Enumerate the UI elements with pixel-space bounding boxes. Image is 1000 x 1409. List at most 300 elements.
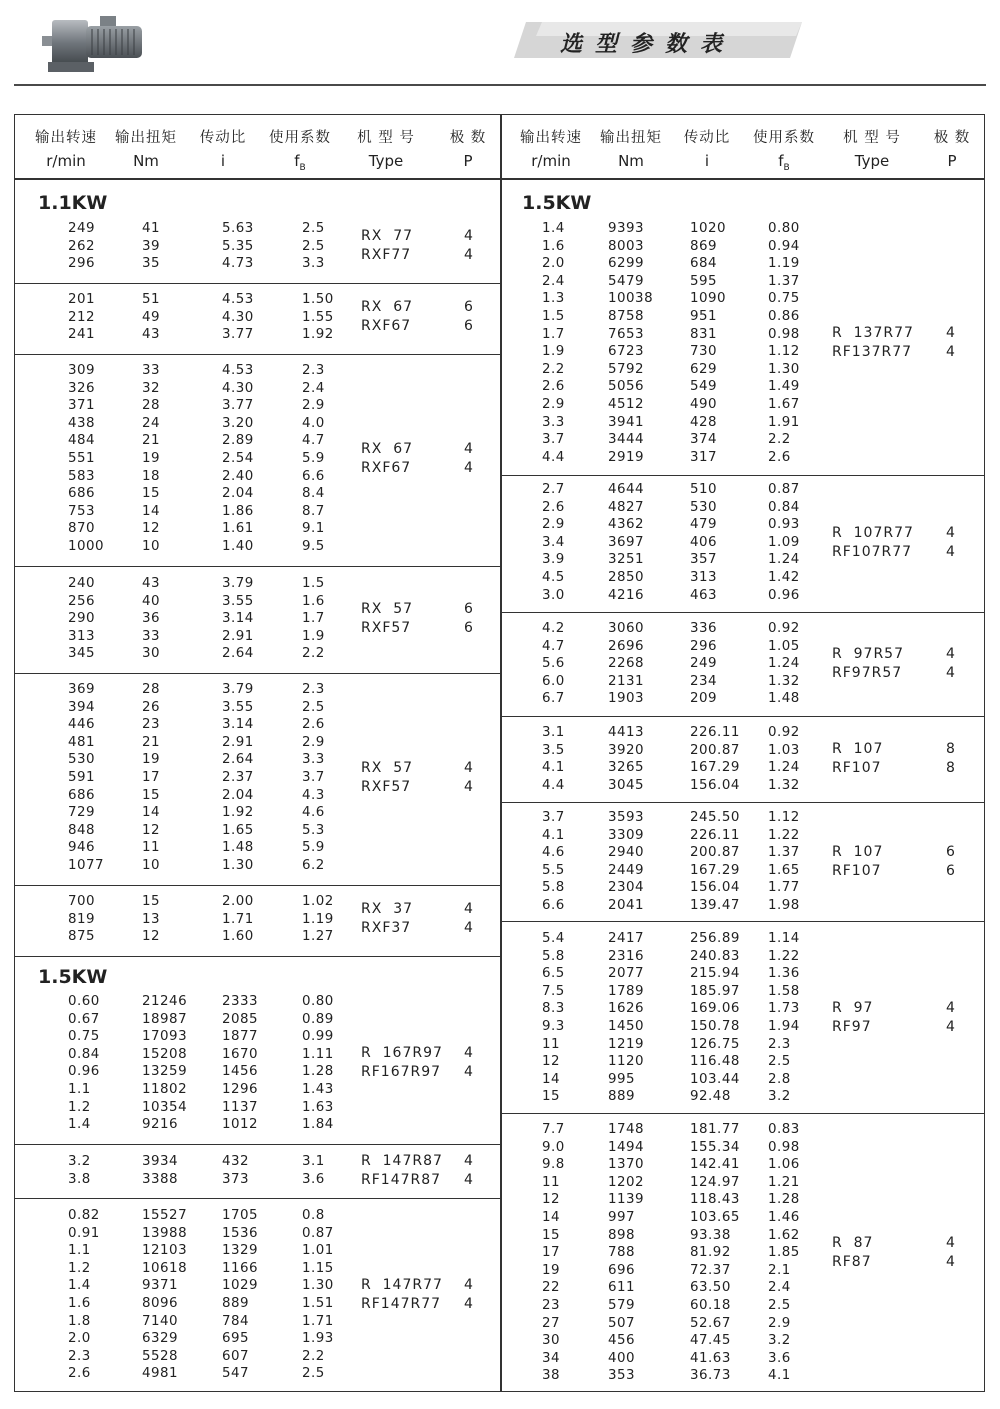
torque-cell: 41 (142, 221, 161, 236)
ratio-cell: 490 (690, 397, 718, 412)
factor-cell: 1.84 (302, 1117, 334, 1133)
ratio-cell: 1705 (222, 1208, 259, 1223)
table-row (14, 221, 500, 239)
table-row (502, 309, 985, 327)
table-row (502, 256, 985, 274)
model-type-label: RF137R77 (832, 344, 913, 361)
ratio-cell: 92.48 (690, 1089, 731, 1105)
factor-cell: 1.5 (302, 576, 325, 591)
speed-cell: 1.4 (68, 1117, 91, 1133)
factor-cell: 3.2 (768, 1089, 791, 1105)
factor-cell: 1.24 (768, 760, 800, 776)
torque-cell: 5056 (608, 379, 645, 395)
table-row (14, 1349, 500, 1367)
torque-cell: 12 (142, 521, 161, 537)
header-torque-unit: Nm (618, 152, 644, 170)
poles-value: 4 (464, 1045, 473, 1062)
torque-cell: 1370 (608, 1157, 645, 1173)
speed-cell: 12 (542, 1192, 561, 1208)
ratio-cell: 784 (222, 1313, 250, 1329)
factor-cell: 5.3 (302, 822, 325, 838)
speed-cell: 313 (68, 628, 96, 644)
model-type-label: RXF67 (361, 459, 412, 476)
factor-cell: 1.03 (768, 742, 800, 758)
speed-cell: 848 (68, 822, 96, 838)
factor-cell: 0.80 (302, 994, 334, 1009)
speed-cell: 2.6 (542, 499, 565, 515)
model-type-label: RF87 (832, 1254, 872, 1270)
table-row (14, 594, 500, 612)
factor-cell: 2.3 (768, 1036, 791, 1052)
speed-cell: 9.8 (542, 1157, 565, 1173)
torque-cell: 11 (142, 840, 161, 856)
model-type-label: RXF57 (361, 620, 412, 636)
table-row (502, 379, 985, 397)
poles-value: 4 (464, 1277, 473, 1293)
factor-cell: 4.6 (302, 805, 325, 821)
factor-cell: 1.9 (302, 628, 325, 644)
table-row (502, 1228, 985, 1246)
table-row (502, 1333, 985, 1351)
speed-cell: 2.9 (542, 397, 565, 412)
header-factor-zh: 使用系数 (753, 130, 815, 146)
torque-cell: 28 (142, 398, 161, 414)
speed-cell: 3.1 (542, 725, 565, 740)
model-group (14, 567, 500, 674)
factor-cell: 2.6 (302, 717, 325, 733)
torque-cell: 1219 (608, 1036, 645, 1052)
factor-cell: 4.7 (302, 433, 325, 449)
table-row (502, 1263, 985, 1281)
ratio-cell: 3.77 (222, 398, 254, 414)
factor-cell: 1.50 (302, 292, 334, 307)
speed-cell: 530 (68, 752, 96, 768)
table-row (14, 1100, 500, 1118)
header-ratio-zh: 传动比 (199, 130, 247, 146)
table-row (14, 398, 500, 416)
torque-cell: 2316 (608, 948, 645, 964)
torque-cell: 15 (142, 486, 161, 502)
speed-cell: 2.9 (542, 517, 565, 533)
factor-cell: 1.51 (302, 1296, 334, 1311)
torque-cell: 1494 (608, 1139, 645, 1155)
factor-cell: 1.01 (302, 1243, 334, 1259)
factor-cell: 1.14 (768, 931, 800, 946)
header-ratio-unit: i (704, 152, 710, 170)
ratio-cell: 1877 (222, 1029, 259, 1045)
header-type-zh: 机 型 号 (843, 130, 901, 146)
model-group (14, 957, 500, 1145)
model-type-label: R 107R77 (832, 524, 914, 541)
ratio-cell: 2.89 (222, 433, 254, 449)
factor-cell: 1.6 (302, 593, 325, 609)
table-row (502, 880, 985, 898)
factor-cell: 0.94 (768, 238, 800, 254)
speed-cell: 369 (68, 682, 96, 697)
model-type-label: RX 67 (361, 440, 414, 457)
factor-cell: 4.3 (302, 787, 325, 803)
speed-cell: 0.84 (68, 1046, 100, 1062)
factor-cell: 3.2 (768, 1333, 791, 1349)
ratio-cell: 200.87 (690, 845, 740, 861)
factor-cell: 2.9 (302, 398, 325, 414)
torque-cell: 43 (142, 327, 161, 343)
ratio-cell: 406 (690, 534, 718, 550)
torque-cell: 2940 (608, 845, 645, 861)
poles-value: 4 (946, 543, 955, 560)
poles-value: 4 (464, 1064, 473, 1081)
power-heading: 1.1KW (38, 192, 108, 214)
factor-cell: 1.30 (302, 1278, 334, 1294)
speed-cell: 1.1 (68, 1243, 91, 1259)
torque-cell: 5528 (142, 1348, 179, 1364)
table-row (502, 810, 985, 828)
model-type-label: R 97R57 (832, 646, 904, 662)
torque-cell: 14 (142, 503, 161, 519)
factor-cell: 1.85 (768, 1245, 800, 1261)
factor-cell: 1.12 (768, 810, 800, 825)
table-row (502, 1192, 985, 1210)
ratio-cell: 4.73 (222, 256, 254, 272)
table-row (502, 949, 985, 967)
torque-cell: 13259 (142, 1064, 188, 1080)
factor-cell: 1.15 (302, 1260, 334, 1276)
ratio-cell: 139.47 (690, 898, 740, 913)
ratio-cell: 2085 (222, 1011, 259, 1027)
table-row (502, 1072, 985, 1090)
header-factor-zh: 使用系数 (269, 130, 331, 146)
speed-cell: 1.7 (542, 326, 565, 342)
ratio-cell: 142.41 (690, 1157, 740, 1173)
factor-cell: 1.46 (768, 1210, 800, 1225)
speed-cell: 3.4 (542, 534, 565, 550)
header-factor-unit: $f_B$ (778, 152, 790, 173)
speed-cell: 7.5 (542, 983, 565, 999)
torque-cell: 2041 (608, 898, 645, 913)
model-type-label: R 97 (832, 1000, 874, 1016)
torque-cell: 898 (608, 1227, 636, 1243)
ratio-cell: 2.40 (222, 468, 254, 484)
torque-cell: 11802 (142, 1082, 188, 1097)
table-row (502, 482, 985, 500)
factor-cell: 1.05 (768, 638, 800, 654)
factor-cell: 0.87 (768, 482, 800, 497)
factor-cell: 1.11 (302, 1046, 334, 1062)
speed-cell: 1.1 (68, 1082, 91, 1097)
ratio-cell: 226.11 (690, 827, 740, 843)
torque-cell: 3265 (608, 760, 645, 776)
speed-cell: 946 (68, 840, 96, 856)
ratio-cell: 215.94 (690, 966, 740, 982)
left-table-header (14, 114, 500, 180)
table-row (502, 760, 985, 778)
torque-cell: 400 (608, 1350, 636, 1366)
speed-cell: 3.3 (542, 414, 565, 430)
ratio-cell: 3.20 (222, 415, 254, 431)
factor-cell: 1.37 (768, 273, 800, 289)
speed-cell: 30 (542, 1333, 561, 1349)
ratio-cell: 3.55 (222, 699, 254, 715)
speed-cell: 6.5 (542, 966, 565, 982)
speed-cell: 3.7 (542, 810, 565, 825)
table-row (502, 656, 985, 674)
factor-cell: 0.98 (768, 1139, 800, 1155)
table-row (502, 984, 985, 1002)
speed-cell: 481 (68, 734, 96, 750)
ratio-cell: 63.50 (690, 1280, 731, 1296)
factor-cell: 1.62 (768, 1227, 800, 1243)
factor-cell: 2.9 (768, 1315, 791, 1331)
ratio-cell: 240.83 (690, 948, 740, 964)
speed-cell: 4.4 (542, 777, 565, 793)
speed-cell: 8.3 (542, 1001, 565, 1017)
ratio-cell: 629 (690, 361, 718, 377)
torque-cell: 36 (142, 611, 161, 627)
poles-value: 6 (946, 843, 955, 860)
header-torque-zh: 输出扭矩 (115, 130, 177, 146)
table-row (14, 1029, 500, 1047)
table-row (502, 1037, 985, 1055)
table-row (502, 588, 985, 606)
torque-cell: 33 (142, 628, 161, 644)
ratio-cell: 4.30 (222, 309, 254, 325)
ratio-cell: 1.30 (222, 858, 254, 873)
table-row (14, 433, 500, 451)
ratio-cell: 2.04 (222, 787, 254, 803)
table-row (14, 858, 500, 876)
ratio-cell: 60.18 (690, 1298, 731, 1313)
poles-value: 6 (464, 299, 473, 316)
torque-cell: 7140 (142, 1313, 179, 1329)
table-row (14, 1243, 500, 1261)
torque-cell: 995 (608, 1071, 636, 1087)
torque-cell: 456 (608, 1333, 636, 1349)
factor-cell: 2.1 (768, 1262, 791, 1278)
torque-cell: 8096 (142, 1296, 179, 1311)
factor-cell: 0.92 (768, 725, 800, 740)
factor-cell: 1.71 (302, 1313, 334, 1329)
table-row (14, 239, 500, 257)
table-row (502, 1054, 985, 1072)
table-row (14, 912, 500, 930)
torque-cell: 3309 (608, 827, 645, 843)
torque-cell: 2417 (608, 931, 645, 946)
ratio-cell: 3.77 (222, 327, 254, 343)
speed-cell: 2.6 (542, 379, 565, 395)
speed-cell: 14 (542, 1071, 561, 1087)
ratio-cell: 374 (690, 432, 718, 448)
factor-cell: 0.89 (302, 1011, 334, 1027)
torque-cell: 13 (142, 911, 161, 927)
torque-cell: 9393 (608, 221, 645, 236)
table-row (502, 621, 985, 639)
ratio-cell: 463 (690, 587, 718, 603)
ratio-cell: 2.64 (222, 646, 254, 662)
model-type-label: R 147R87 (361, 1152, 443, 1169)
model-type-label: RX 57 (361, 759, 414, 776)
table-row (14, 1331, 500, 1349)
ratio-cell: 226.11 (690, 725, 740, 740)
factor-cell: 1.02 (302, 894, 334, 909)
ratio-cell: 4.53 (222, 363, 254, 378)
ratio-cell: 595 (690, 273, 718, 289)
torque-cell: 9216 (142, 1117, 179, 1133)
table-row (14, 539, 500, 557)
speed-cell: 240 (68, 576, 96, 591)
table-row (502, 1122, 985, 1140)
ratio-cell: 2.91 (222, 734, 254, 750)
ratio-cell: 245.50 (690, 810, 740, 825)
factor-cell: 1.65 (768, 862, 800, 878)
ratio-cell: 2.00 (222, 894, 254, 909)
factor-cell: 1.30 (768, 361, 800, 377)
speed-cell: 34 (542, 1350, 561, 1366)
speed-cell: 212 (68, 309, 96, 325)
ratio-cell: 1329 (222, 1243, 259, 1259)
speed-cell: 2.7 (542, 482, 565, 497)
factor-cell: 1.94 (768, 1019, 800, 1034)
table-row (502, 450, 985, 468)
ratio-cell: 156.04 (690, 880, 740, 896)
factor-cell: 1.21 (768, 1174, 800, 1190)
speed-cell: 0.91 (68, 1225, 100, 1241)
table-row (14, 717, 500, 735)
speed-cell: 3.2 (68, 1154, 91, 1169)
factor-cell: 1.19 (768, 256, 800, 272)
table-row (502, 344, 985, 362)
table-row (14, 994, 500, 1012)
speed-cell: 27 (542, 1315, 561, 1331)
speed-cell: 3.5 (542, 742, 565, 758)
poles-value: 4 (946, 1019, 955, 1035)
speed-cell: 729 (68, 805, 96, 821)
factor-cell: 0.86 (768, 309, 800, 324)
torque-cell: 579 (608, 1298, 636, 1313)
table-row (502, 570, 985, 588)
factor-cell: 1.55 (302, 309, 334, 325)
factor-cell: 1.32 (768, 673, 800, 689)
ratio-cell: 169.06 (690, 1001, 740, 1017)
speed-cell: 17 (542, 1245, 561, 1261)
speed-cell: 5.5 (542, 862, 565, 878)
header-poles-zh: 极 数 (933, 130, 971, 146)
torque-cell: 2077 (608, 966, 645, 982)
header-speed-unit: r/min (531, 152, 571, 170)
table-row (14, 381, 500, 399)
table-row (14, 416, 500, 434)
model-type-label: R 107 (832, 741, 884, 758)
table-row (502, 552, 985, 570)
ratio-cell: 156.04 (690, 777, 740, 793)
ratio-cell: 684 (690, 256, 718, 272)
header-speed-zh: 输出转速 (35, 130, 97, 146)
table-row (14, 735, 500, 753)
factor-cell: 1.32 (768, 777, 800, 793)
factor-cell: 2.6 (768, 449, 791, 465)
table-row (14, 451, 500, 469)
factor-cell: 5.9 (302, 840, 325, 856)
torque-cell: 3060 (608, 621, 645, 636)
torque-cell: 6299 (608, 256, 645, 272)
factor-cell: 1.58 (768, 983, 800, 999)
factor-cell: 2.5 (302, 1366, 325, 1382)
factor-cell: 0.92 (768, 621, 800, 636)
model-type-label: RX 77 (361, 228, 414, 245)
torque-cell: 788 (608, 1245, 636, 1261)
factor-cell: 2.5 (768, 1298, 791, 1313)
table-row (502, 1280, 985, 1298)
speed-cell: 551 (68, 451, 96, 466)
speed-cell: 5.6 (542, 656, 565, 672)
table-row (502, 691, 985, 709)
torque-cell: 1450 (608, 1019, 645, 1034)
factor-cell: 1.22 (768, 948, 800, 964)
speed-cell: 1.4 (542, 221, 565, 236)
table-row (14, 486, 500, 504)
table-row (502, 291, 985, 309)
table-row (14, 1226, 500, 1244)
model-type-label: RXF37 (361, 920, 412, 937)
factor-cell: 9.1 (302, 521, 325, 537)
ratio-cell: 432 (222, 1154, 250, 1169)
speed-cell: 446 (68, 717, 96, 733)
table-row (14, 646, 500, 664)
table-row (14, 469, 500, 487)
factor-cell: 2.5 (302, 699, 325, 715)
torque-cell: 611 (608, 1280, 636, 1296)
ratio-cell: 200.87 (690, 742, 740, 758)
speed-cell: 1.2 (68, 1260, 91, 1276)
poles-value: 4 (464, 1296, 473, 1312)
model-type-label: RF107 (832, 760, 882, 777)
table-row (502, 362, 985, 380)
ratio-cell: 4.53 (222, 292, 254, 307)
header-factor-unit: $f_B$ (294, 152, 306, 173)
speed-cell: 4.6 (542, 845, 565, 861)
torque-cell: 4827 (608, 499, 645, 515)
speed-cell: 2.3 (68, 1348, 91, 1364)
factor-cell: 2.2 (302, 1348, 325, 1364)
table-row (14, 805, 500, 823)
torque-cell: 353 (608, 1368, 636, 1384)
speed-cell: 438 (68, 415, 96, 431)
factor-cell: 1.19 (302, 911, 334, 927)
torque-cell: 1748 (608, 1122, 645, 1137)
factor-cell: 0.83 (768, 1122, 800, 1137)
torque-cell: 18 (142, 468, 161, 484)
speed-cell: 0.82 (68, 1208, 100, 1223)
factor-cell: 1.06 (768, 1157, 800, 1173)
speed-cell: 3.7 (542, 432, 565, 448)
factor-cell: 2.3 (302, 363, 325, 378)
model-type-label: RF107 (832, 862, 882, 879)
ratio-cell: 1137 (222, 1099, 259, 1115)
speed-cell: 591 (68, 770, 96, 785)
speed-cell: 875 (68, 929, 96, 945)
torque-cell: 17 (142, 770, 161, 785)
speed-cell: 5.4 (542, 931, 565, 946)
ratio-cell: 256.89 (690, 931, 740, 946)
torque-cell: 4216 (608, 587, 645, 603)
ratio-cell: 1.71 (222, 911, 254, 927)
factor-cell: 1.48 (768, 691, 800, 707)
ratio-cell: 1166 (222, 1260, 259, 1276)
torque-cell: 10618 (142, 1260, 188, 1276)
table-row (14, 929, 500, 947)
model-type-label: R 137R77 (832, 325, 914, 342)
gear-motor-image (40, 2, 150, 78)
ratio-cell: 103.44 (690, 1071, 740, 1087)
